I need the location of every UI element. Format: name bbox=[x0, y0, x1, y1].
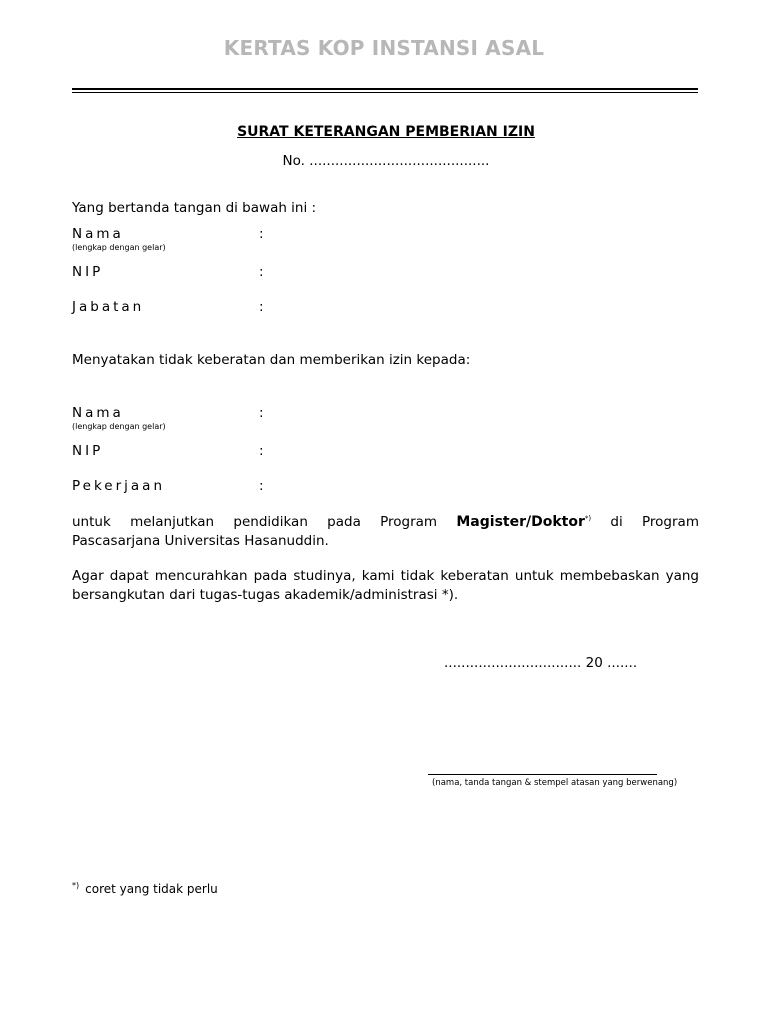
p1-word: Program bbox=[642, 514, 699, 530]
footnote bbox=[72, 881, 218, 896]
recipient-nip-colon: : bbox=[259, 443, 264, 459]
footnote-text: coret yang tidak perlu bbox=[85, 882, 218, 896]
intro-text: Yang bertanda tangan di bawah ini : bbox=[72, 200, 317, 216]
recipient-name-label: Nama bbox=[72, 405, 124, 421]
document-number: No. .......................................... bbox=[282, 153, 490, 169]
signature-line bbox=[428, 774, 657, 775]
p1-word: di bbox=[610, 514, 623, 530]
signer-nip-colon: : bbox=[259, 264, 264, 280]
statement-text: Menyatakan tidak keberatan dan memberikan izin kepada: bbox=[72, 352, 471, 368]
paragraph-study-line2: Pascasarjana Universitas Hasanuddin. bbox=[72, 533, 329, 549]
signer-name-note: (lengkap dengan gelar) bbox=[72, 243, 166, 252]
recipient-nip-label: NIP bbox=[72, 443, 104, 459]
recipient-name-note: (lengkap dengan gelar) bbox=[72, 422, 166, 431]
signer-nip-label: NIP bbox=[72, 264, 104, 280]
p1-word: untuk bbox=[72, 514, 111, 530]
footnote-mark: *) bbox=[72, 881, 80, 890]
recipient-name-colon: : bbox=[259, 405, 264, 421]
program-choice bbox=[456, 514, 591, 530]
header-rule-thick bbox=[72, 88, 698, 90]
p1-word: melanjutkan bbox=[130, 514, 215, 530]
signer-position-colon: : bbox=[259, 299, 264, 315]
signer-name-label: Nama bbox=[72, 226, 124, 242]
paragraph-release: Agar dapat mencurahkan pada studinya, kami tidak keberatan untuk membebaskan yang bersangkutan dari tugas-tugas akademik/administrasi *). bbox=[72, 568, 699, 603]
p1-word: pendidikan bbox=[233, 514, 308, 530]
program-choice-mark: *) bbox=[584, 514, 592, 523]
header-rule-thin bbox=[72, 92, 698, 93]
signature-caption: (nama, tanda tangan & stempel atasan yang berwenang) bbox=[432, 778, 678, 788]
program-choice-text: Magister/Doktor bbox=[456, 514, 585, 530]
paragraph-study-line1 bbox=[72, 514, 699, 530]
date-line: ................................ 20 ....... bbox=[444, 655, 638, 671]
recipient-job-label: Pekerjaan bbox=[72, 478, 166, 494]
letterhead-placeholder: KERTAS KOP INSTANSI ASAL bbox=[223, 36, 545, 60]
recipient-job-colon: : bbox=[259, 478, 264, 494]
p1-word: Program bbox=[380, 514, 438, 530]
signer-name-colon: : bbox=[259, 226, 264, 242]
p1-word: pada bbox=[327, 514, 361, 530]
signer-position-label: Jabatan bbox=[72, 299, 145, 315]
document-title: SURAT KETERANGAN PEMBERIAN IZIN bbox=[237, 124, 535, 140]
